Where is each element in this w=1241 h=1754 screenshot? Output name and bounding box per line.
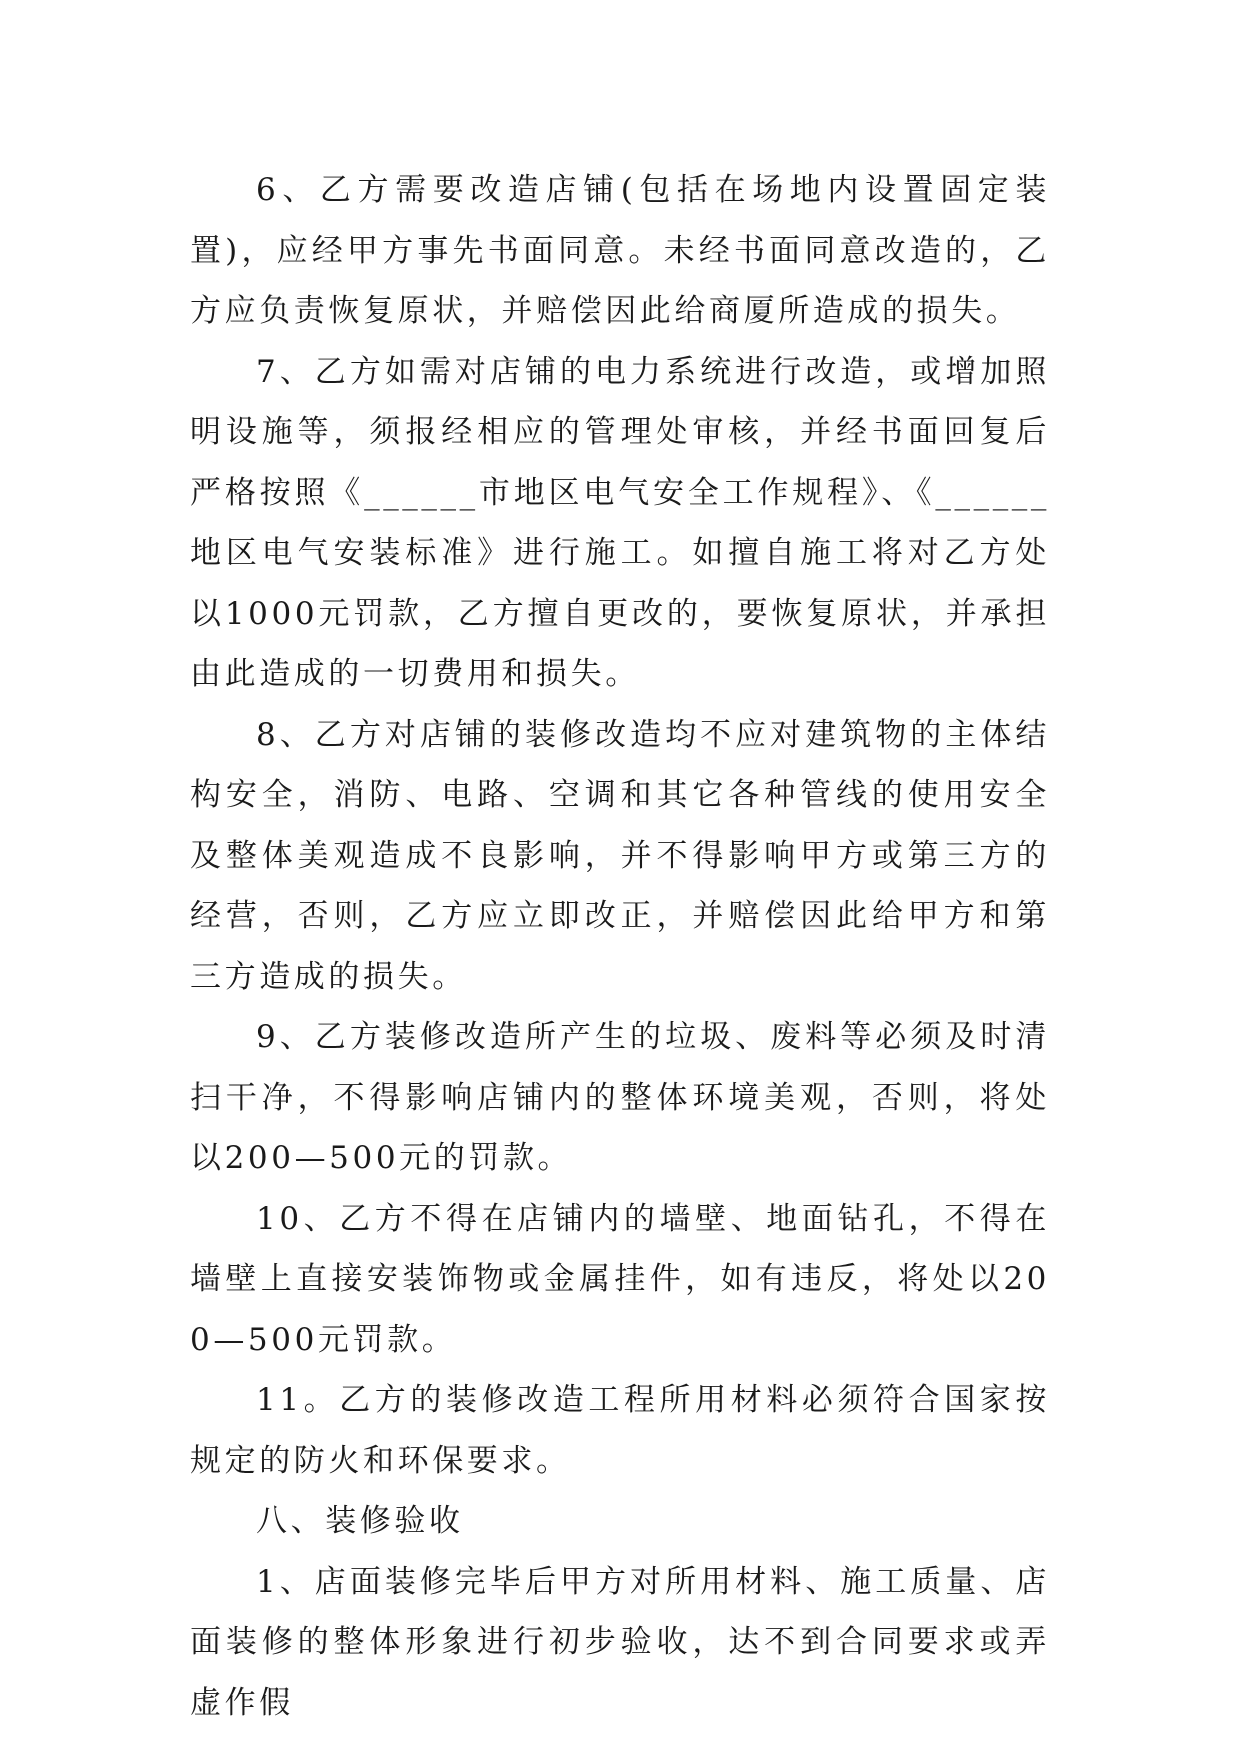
acceptance-clause-1-paragraph: 1、店面装修完毕后甲方对所用材料、施工质量、店面装修的整体形象进行初步验收，达不到合同要求或弄虚作假	[190, 1563, 1050, 1721]
section-heading-acceptance: 八、装修验收	[256, 1503, 464, 1539]
clause-10-paragraph: 10、乙方不得在店铺内的墙壁、地面钻孔，不得在墙壁上直接安装饰物或金属挂件，如有违反，将处以200—500元罚款。	[190, 1200, 1050, 1358]
clause-8-paragraph: 8、乙方对店铺的装修改造均不应对建筑物的主体结构安全，消防、电路、空调和其它各种管线的使用安全及整体美观造成不良影响，并不得影响甲方或第三方的经营，否则，乙方应立即改正，并赔偿因此给甲方和第三方造成的损失。	[190, 716, 1050, 995]
clause-11-paragraph: 11。乙方的装修改造工程所用材料必须符合国家按规定的防火和环保要求。	[190, 1382, 1050, 1479]
clause-9-paragraph: 9、乙方装修改造所产生的垃圾、废料等必须及时清扫干净，不得影响店铺内的整体环境美观，否则，将处以200—500元的罚款。	[190, 1019, 1050, 1176]
clause-6-paragraph: 6、乙方需要改造店铺(包括在场地内设置固定装置)，应经甲方事先书面同意。未经书面同意改造的，乙方应负责恢复原状，并赔偿因此给商厦所造成的损失。	[190, 172, 1050, 329]
document-page	[190, 160, 1050, 1733]
clause-7-paragraph: 7、乙方如需对店铺的电力系统进行改造，或增加照明设施等，须报经相应的管理处审核，并经书面回复后严格按照《______市地区电气安全工作规程》、《______地区电气安装标准》进行施工。如擅自施工将对乙方处以1000元罚款，乙方擅自更改的，要恢复原状，并承担由此造成的一切费用和损失。	[190, 353, 1050, 692]
